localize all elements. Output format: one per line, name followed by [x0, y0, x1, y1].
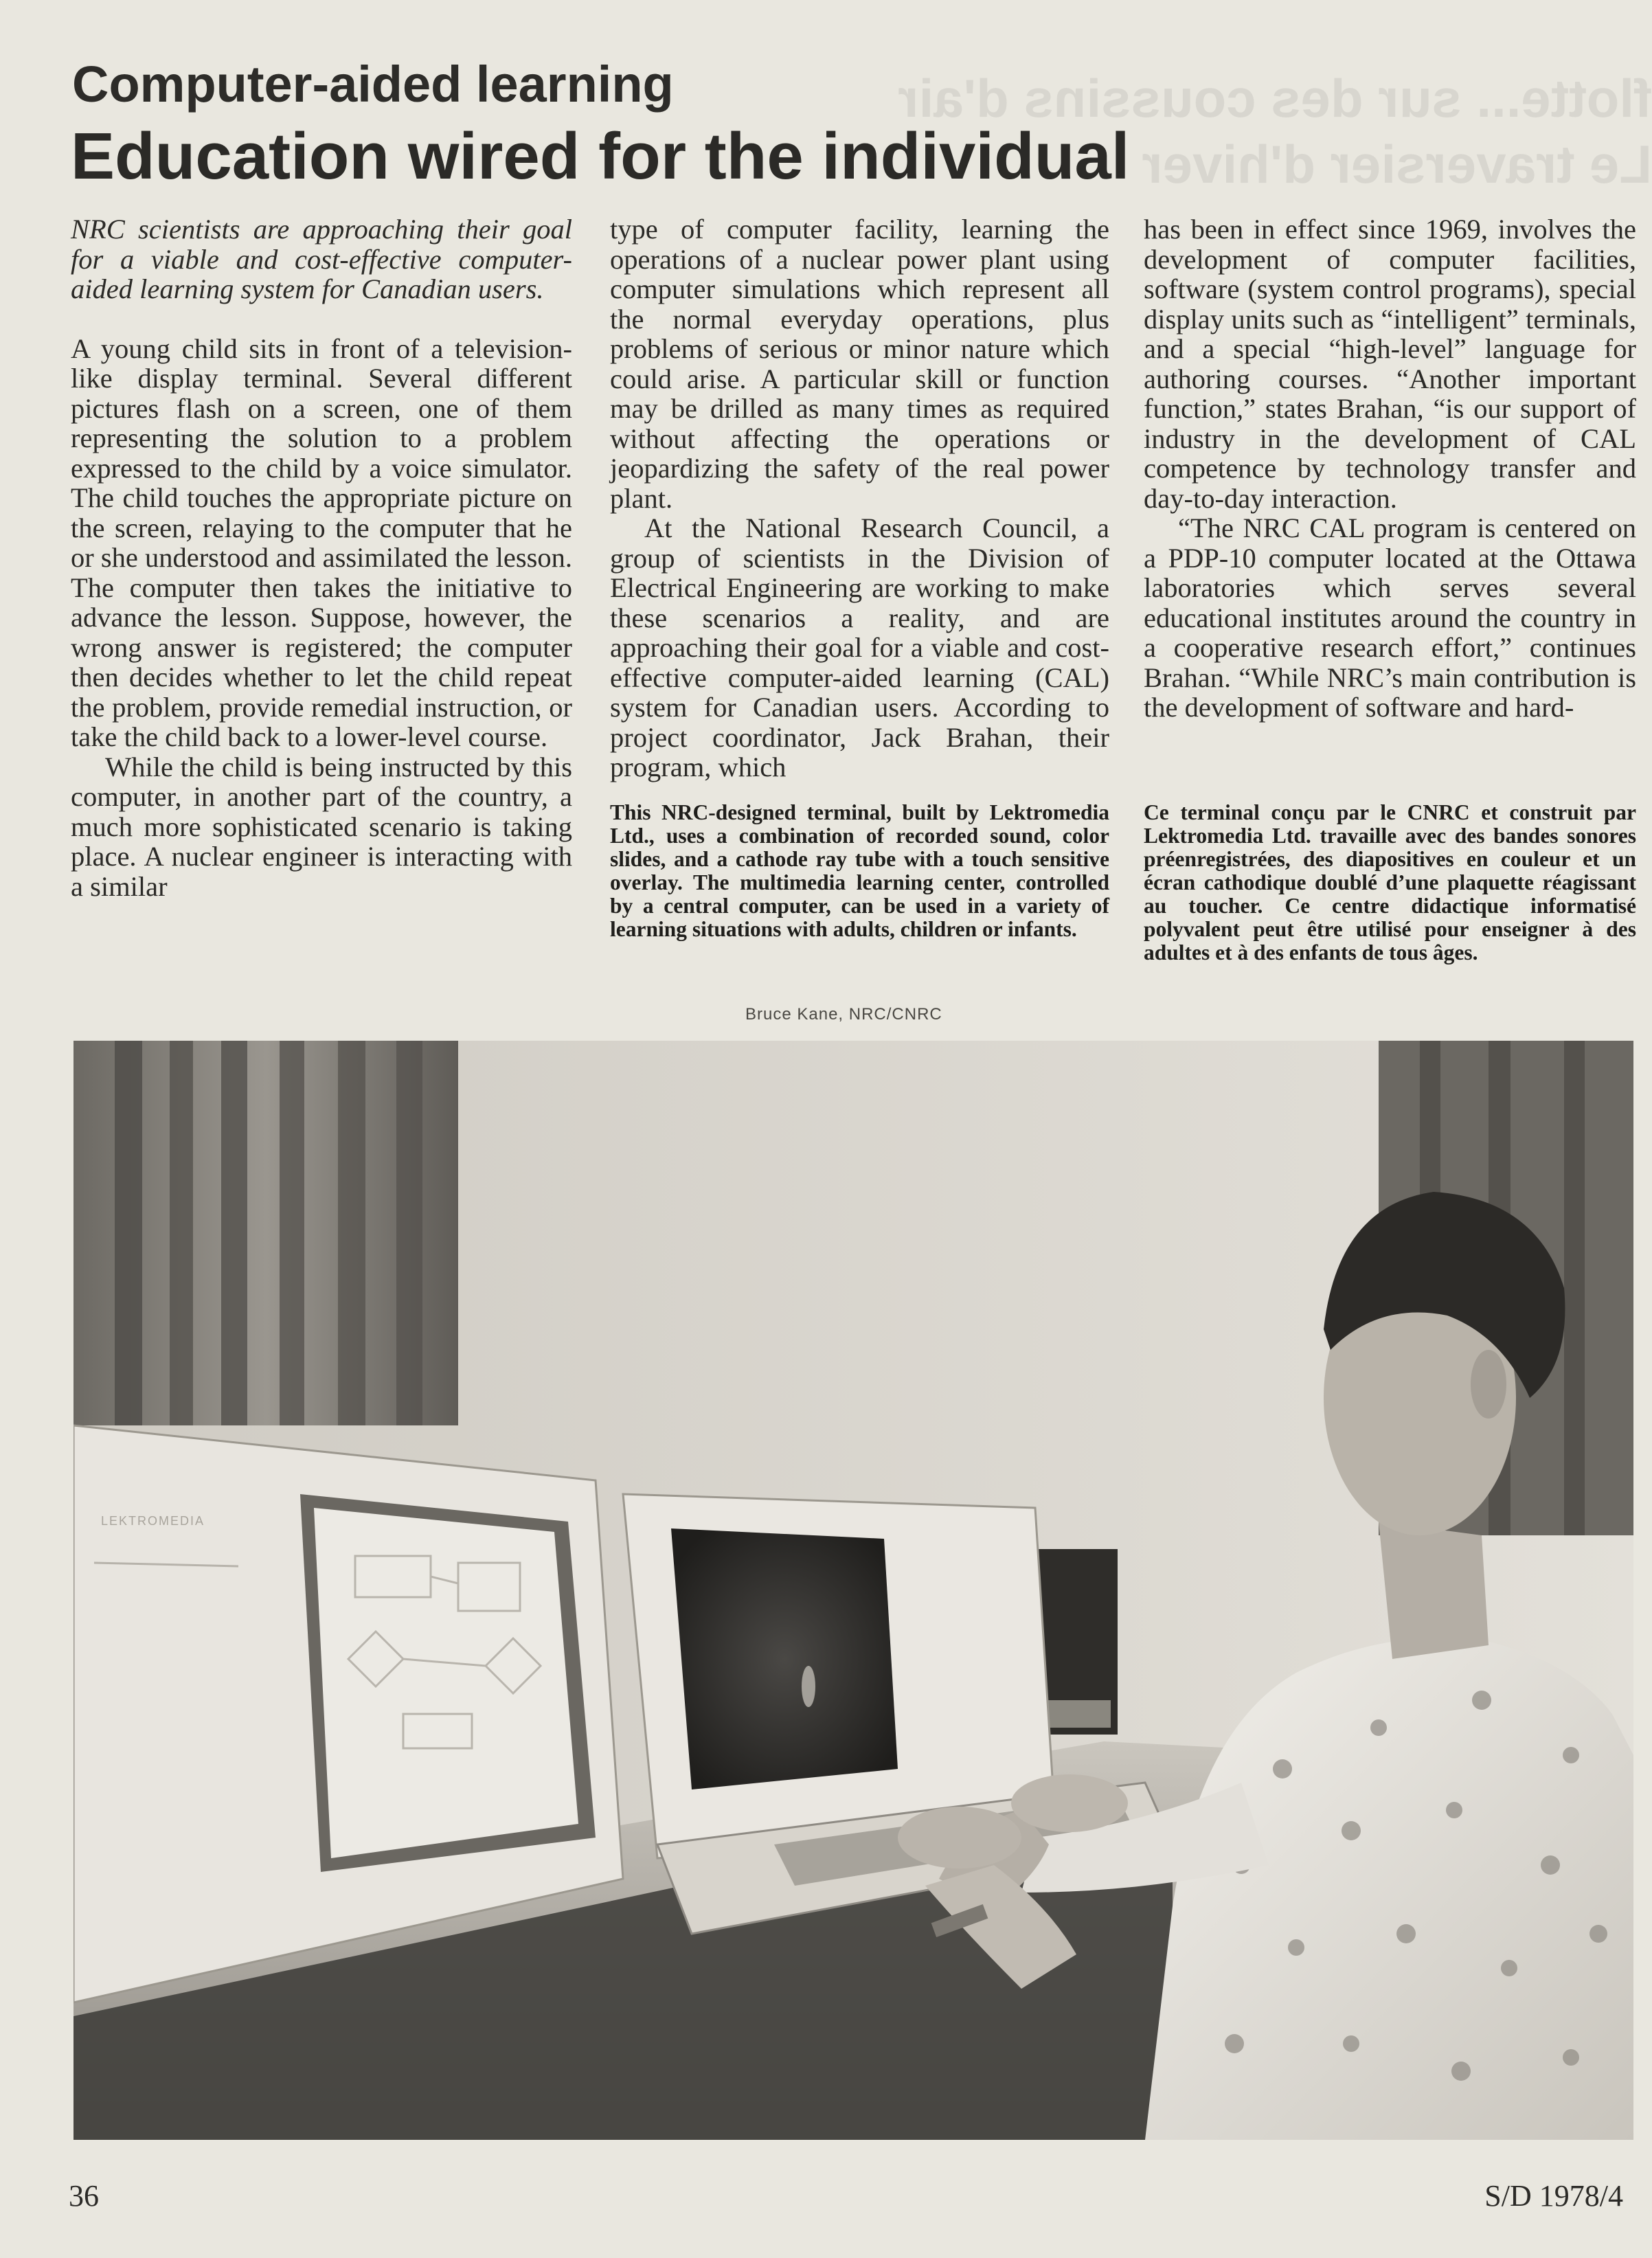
bleed-through-line-2: Le traversier d'hiver	[1142, 134, 1652, 194]
text-column-1	[71, 214, 572, 901]
text-column-3	[1144, 214, 1636, 723]
body-paragraph: While the child is being instructed by this computer, in another part of the country, a much more sophisticated scenario is taking place. A nuclear engineer is interacting with a similar	[71, 751, 572, 902]
photo-caption-english: This NRC-designed terminal, built by Lektromedia Ltd., uses a combination of recorded sound, color slides, and a cathode ray tube with a touch sensitive overlay. The multimedia learning center, controlled by a central computer, can be used in a variety of learning situations with adults, children or infants.	[610, 800, 1109, 941]
body-paragraph: has been in effect since 1969, involves the development of computer facilities, software (system control programs), special display units such as “intelligent” terminals, and a special “high-level” language for authoring courses. “Another important function,” states Brahan, “is our support of industry in the development of CAL competence by technology transfer and day-to-day interaction.	[1144, 214, 1636, 514]
bleed-through-line-1: flotte... sur des coussins d'air	[898, 68, 1652, 128]
body-paragraph: “The NRC CAL program is centered on a PDP-10 computer located at the Ottawa laboratories which serves several educational institutes around the country in a cooperative research effort,” continues Brahan. “While NRC’s main contribution is the development of software and hard-	[1144, 512, 1636, 723]
curtain	[73, 1041, 458, 1425]
page-number: 36	[69, 2179, 99, 2213]
text-column-2	[610, 214, 1109, 782]
article-headline: Education wired for the individual	[71, 120, 1130, 193]
photo-caption-french: Ce terminal conçu par le CNRC et construit par Lektromedia Ltd. travaille avec des bandes sonores préenregistrées, des diapositives en couleur et un écran cathodique doublé d’une plaquette réagissant au toucher. Ce centre didactique informatisé polyvalent peut être utilisé pour enseigner à des adultes et à des enfants de tous âges.	[1144, 800, 1636, 964]
article-lede: NRC scientists are approaching their goal for a viable and cost-effective computer-aided learning system for Canadian users.	[71, 214, 572, 304]
body-paragraph: type of computer facility, learning the operations of a nuclear power plant using computer simulations which represent all the normal everyday operations, plus problems of serious or minor nature which could arise. A particular skill or function may be drilled as many times as required without affecting the operations or jeopardizing the safety of the real power plant.	[610, 214, 1109, 514]
issue-label: S/D 1978/4	[1484, 2179, 1623, 2213]
body-paragraph: A young child sits in front of a television-like display terminal. Several different pictures flash on a screen, one of them representing the solution to a problem expressed to the child by a voice simulator. The child touches the appropriate picture on the screen, relaying to the computer that he or she understood and assimilated the lesson. The computer then takes the initiative to advance the lesson. Suppose, however, the wrong answer is registered; the computer then decides whether to let the child repeat the problem, provide remedial instruction, or take the child back to a lower-level course.	[71, 332, 572, 752]
photo-man-at-computer-terminals-icon	[73, 1041, 1633, 2140]
photo-credit: Bruce Kane, NRC/CNRC	[745, 1005, 942, 1024]
section-kicker: Computer-aided learning	[72, 56, 674, 113]
article-photo	[73, 1041, 1633, 2140]
body-paragraph: At the National Research Council, a group of scientists in the Division of Electrical Engineering are working to make these scenarios a reality, and are approaching their goal for a viable and cost-effective computer-aided learning (CAL) system for Canadian users. According to project coordinator, Jack Brahan, their program, which	[610, 512, 1109, 782]
terminal-brand-label: LEKTROMEDIA	[101, 1514, 205, 1528]
